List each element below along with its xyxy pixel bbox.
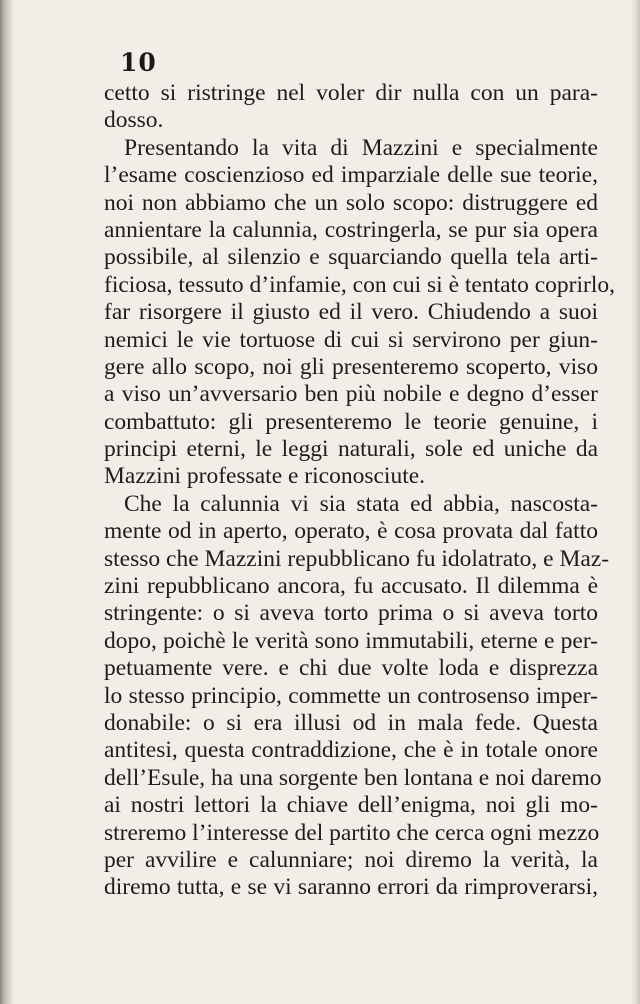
text-line: annientare la calunnia, costringerla, se pur sia opera	[104, 216, 598, 243]
text-line: noi non abbiamo che un solo scopo: distruggere ed	[104, 189, 598, 216]
page-number: 10	[120, 48, 157, 77]
text-line: per avvilire e calunniare; noi diremo la verità, la	[104, 846, 598, 873]
text-line: gere allo scopo, noi gli presenteremo scoperto, viso	[104, 353, 598, 380]
text-line: ficiosa, tessuto d’infamie, con cui si è tentato coprirlo,	[104, 271, 615, 298]
paragraph	[104, 490, 610, 902]
text-line: lo stesso principio, commette un controsenso imper-	[104, 682, 598, 709]
text-line: l’esame coscienzioso ed imparziale delle sue teorie,	[104, 162, 598, 189]
text-line: cetto si ristringe nel voler dir nulla con un para-	[104, 80, 598, 106]
text-line: ai nostri lettori la chiave dell’enigma, noi gli mo-	[104, 792, 598, 819]
page-gutter-shadow	[0, 0, 14, 1004]
text-line: combattuto: gli presenteremo le teorie genuine, i	[104, 408, 598, 435]
text-line: diremo tutta, e se vi saranno errori da rimproverarsi,	[104, 874, 598, 901]
text-line: stesso che Mazzini repubblicano fu idolatrato, e Maz-	[104, 545, 610, 572]
text-line: mente od in aperto, operato, è cosa provata dal fatto	[104, 518, 598, 545]
text-line: Che la calunnia vi sia stata ed abbia, nascosta-	[124, 490, 598, 517]
text-line: antitesi, questa contraddizione, che è in totale onore	[104, 737, 598, 764]
text-line: donabile: o si era illusi od in mala fede. Questa	[104, 709, 598, 736]
text-line: zini repubblicano ancora, fu accusato. Il dilemma è	[104, 573, 598, 600]
text-line: possibile, al silenzio e squarciando quella tela arti-	[104, 244, 598, 271]
text-line: a viso un’avversario ben più nobile e degno d’esser	[104, 381, 598, 408]
paragraph	[104, 80, 598, 135]
page-edge-shadow	[630, 0, 640, 1004]
text-line: streremo l’interesse del partito che cerca ogni mezzo	[104, 819, 600, 846]
text-line: far risorgere il giusto ed il vero. Chiudendo a suoi	[104, 299, 598, 326]
text-line: petuamente vere. e chi due volte loda e disprezza	[104, 655, 598, 682]
text-line: dosso.	[104, 107, 164, 134]
text-line: dopo, poichè le verità sono immutabili, eterne e per-	[104, 627, 598, 654]
text-line: Presentando la vita di Mazzini e specialmente	[124, 134, 598, 161]
paragraph	[104, 134, 615, 491]
body-text	[104, 80, 615, 902]
text-line: stringente: o si aveva torto prima o si aveva torto	[104, 600, 598, 627]
text-line: principi eterni, le leggi naturali, sole ed uniche da	[104, 436, 598, 463]
text-line: nemici le vie tortuose di cui si servirono per giun-	[104, 326, 598, 353]
text-line: dell’Esule, ha una sorgente ben lontana e noi daremo	[104, 764, 602, 791]
text-line: Mazzini professate e riconosciute.	[104, 463, 426, 490]
